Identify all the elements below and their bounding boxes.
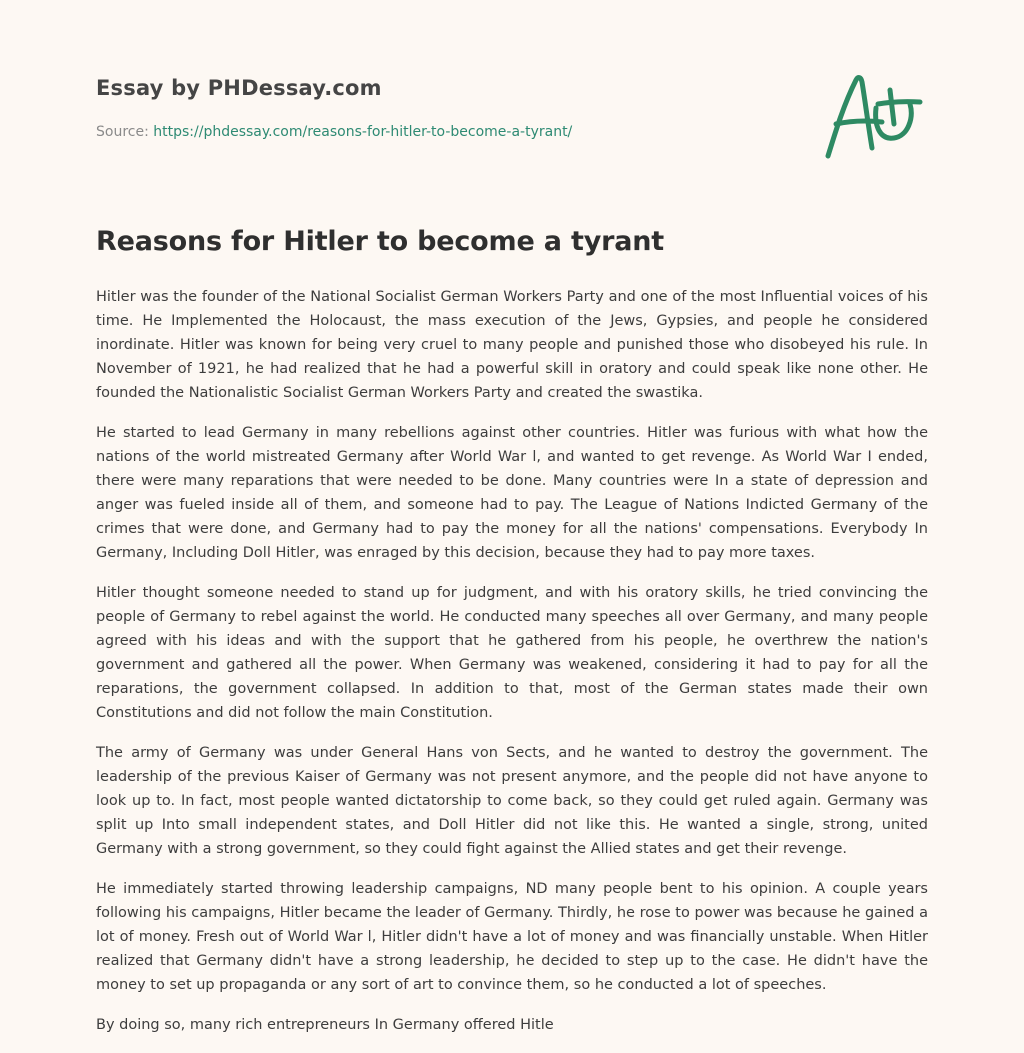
essay-paragraph: He started to lead Germany in many rebellions against other countries. Hitler was furious with what how the nations of the world mistreated Germany after World War l, and wanted to get revenge. As World War I ended, there were many reparations that were needed to be done. Many countries were In a state of depression and anger was fueled inside all of them, and someone had to pay. The League of Nations Indicted Germany of the crimes that were done, and Germany had to pay the money for all the nations' compensations. Everybody In Germany, Including Doll Hitler, was enraged by this decision, because they had to pay more taxes. [96,425,928,561]
essay-paragraph: He immediately started throwing leadership campaigns, ND many people bent to his opinion. A couple years following his campaigns, Hitler became the leader of Germany. Thirdly, he rose to power was because he gained a lot of money. Fresh out of World War l, Hitler didn't have a lot of money and was financially unstable. When Hitler realized that Germany didn't have a strong leadership, he decided to step up to the case. He didn't have the money to set up propaganda or any sort of art to convince them, so he conducted a lot of speeches. [96,881,928,993]
essay-page [96,0,928,1033]
source-link[interactable]: https://phdessay.com/reasons-for-hitler-to-become-a-tyrant/ [153,124,573,140]
source-label: Source: [96,124,149,140]
essay-paragraph: Hitler thought someone needed to stand up for judgment, and with his oratory skills, he tried convincing the people of Germany to rebel against the world. He conducted many speeches all over Germany, and many people agreed with his ideas and with the support that he gathered from his people, he overthrew the nation's government and gathered all the power. When Germany was weakened, considering it had to pay for all the reparations, the government collapsed. In addition to that, most of the German states made their own Constitutions and did not follow the main Constitution. [96,585,928,721]
a-plus-grade-logo-icon [824,68,928,164]
site-title: Essay by PHDessay.com [96,76,382,100]
page-header [96,0,928,200]
essay-paragraph: By doing so, many rich entrepreneurs In Germany offered Hitle [96,1017,554,1033]
essay-body [96,285,928,1053]
essay-title: Reasons for Hitler to become a tyrant [96,226,664,257]
essay-paragraph: The army of Germany was under General Hans von Sects, and he wanted to destroy the government. The leadership of the previous Kaiser of Germany was not present anymore, and the people did not have anyone to look up to. In fact, most people wanted dictatorship to come back, so they could get ruled again. Germany was split up Into small independent states, and Doll Hitler did not like this. He wanted a single, strong, united Germany with a strong government, so they could fight against the Allied states and get their revenge. [96,745,928,857]
source-line [96,124,572,140]
essay-paragraph: Hitler was the founder of the National Socialist German Workers Party and one of the most Influential voices of his time. He Implemented the Holocaust, the mass execution of the Jews, Gypsies, and people he considered inordinate. Hitler was known for being very cruel to many people and punished those who disobeyed his rule. In November of 1921, he had realized that he had a powerful skill in oratory and could speak like none other. He founded the Nationalistic Socialist German Workers Party and created the swastika. [96,289,928,401]
